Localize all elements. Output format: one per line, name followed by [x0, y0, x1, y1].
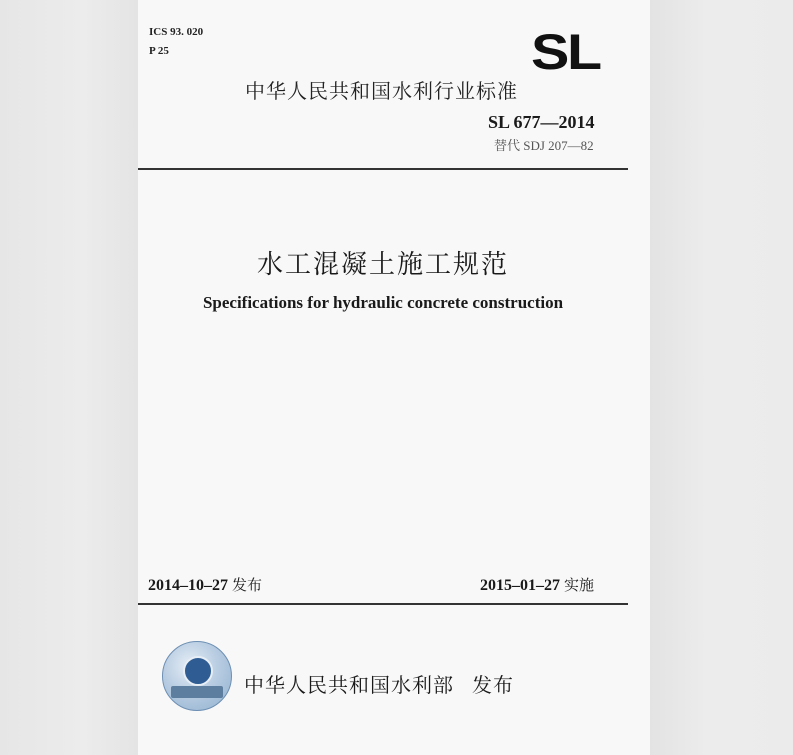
issue-date: 2014–10–27: [148, 577, 228, 594]
publisher-name: 中华人民共和国水利部: [244, 673, 454, 697]
implement-label: 实施: [564, 576, 595, 594]
issue-date-block: [148, 574, 262, 595]
title-chinese: 水工混凝土施工规范: [256, 250, 509, 280]
implement-date-block: [480, 574, 594, 595]
anti-counterfeit-seal-icon: [162, 641, 232, 711]
title-english: Specifications for hydraulic concrete construction: [202, 293, 564, 312]
issue-label: 发布: [232, 576, 263, 594]
ccs-code: P 25: [149, 45, 169, 57]
right-background-strip: [650, 0, 793, 755]
standard-code: SL 677—2014: [488, 112, 595, 132]
sl-logo: SL: [531, 24, 600, 80]
seal-emblem-icon: [183, 656, 213, 686]
top-divider: [138, 168, 628, 170]
ics-code: ICS 93. 020: [149, 26, 204, 38]
standard-organization: 中华人民共和国水利行业标准: [245, 79, 518, 103]
publisher-line: [244, 669, 514, 698]
bottom-divider: [138, 603, 628, 605]
seal-band: [171, 686, 223, 698]
publisher-verb: 发布: [472, 673, 514, 697]
document-cover-page: [138, 0, 650, 755]
implement-date: 2015–01–27: [480, 577, 560, 594]
left-background-strip: [0, 0, 138, 755]
replaces-standard: 替代 SDJ 207—82: [494, 138, 594, 153]
